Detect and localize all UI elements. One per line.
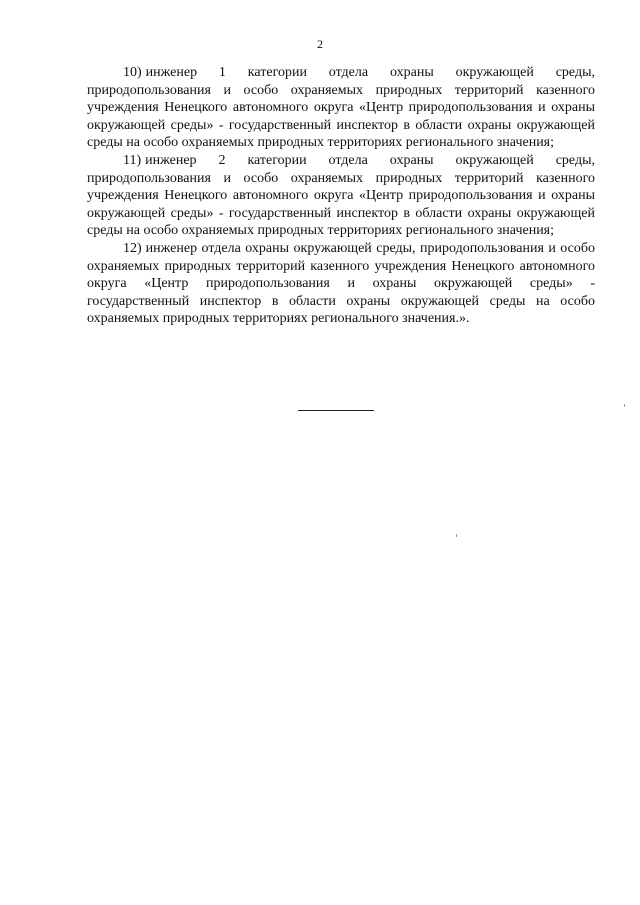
page-number: 2 <box>317 37 323 51</box>
list-item-text: инженер 1 категории отдела охраны окружающей среды, природопользования и особо охраняемых природных территорий казенного учреждения Ненецкого автономного округа «Центр природопользования и охраны окружающей среды» - государственный инспектор в области охраны окружающей среды на особо охраняемых природных территориях регионального значения; <box>87 65 595 151</box>
list-item-number: 12) <box>123 240 142 256</box>
list-item-10 <box>87 64 595 152</box>
scan-artifact <box>624 404 625 407</box>
list-item-12 <box>87 240 595 328</box>
closing-divider <box>298 410 374 411</box>
list-item-text: инженер 2 категории отдела охраны окружающей среды, природопользования и особо охраняемых природных территорий казенного учреждения Ненецкого автономного округа «Центр природопользования и охраны окружающей среды» - государственный инспектор в области охраны окружающей среды на особо охраняемых природных территориях регионального значения; <box>87 152 595 239</box>
list-item-number: 11) <box>123 152 142 168</box>
document-body <box>87 64 595 328</box>
list-item-number: 10) <box>123 65 142 80</box>
list-item-text: инженер отдела охраны окружающей среды, природопользования и особо охраняемых природных территорий казенного учреждения Ненецкого автономного округа «Центр природопользования и охраны окружающей среды» - государственный инспектор в области охраны окружающей среды на особо охраняемых природных территориях регионального значения.». <box>87 240 595 327</box>
scan-artifact <box>456 534 457 537</box>
list-item-11 <box>87 152 595 240</box>
